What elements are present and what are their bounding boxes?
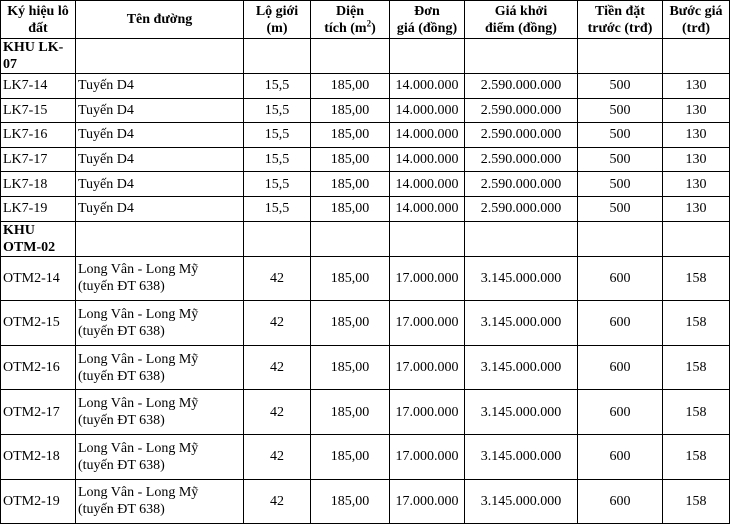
deposit-cell: 600 — [578, 256, 663, 301]
deposit-cell: 500 — [578, 196, 663, 221]
street-line: Tuyến D4 — [78, 176, 134, 192]
lot-code-cell: OTM2-19 — [1, 479, 76, 524]
price-step-cell: 158 — [663, 390, 730, 435]
table-row — [1, 123, 730, 148]
deposit-cell: 500 — [578, 172, 663, 197]
table-row — [1, 345, 730, 390]
empty-cell — [244, 221, 311, 256]
header-area: Diện tích $(m^2)$ — [311, 1, 390, 39]
table-row — [1, 390, 730, 435]
area-cell: 185,00 — [311, 345, 390, 390]
street-line: Long Vân - Long Mỹ — [78, 396, 199, 412]
road-width-cell: 15,5 — [244, 74, 311, 99]
lot-code-cell: LK7-19 — [1, 196, 76, 221]
area-cell: 185,00 — [311, 301, 390, 346]
empty-cell — [663, 221, 730, 256]
table-row — [1, 479, 730, 524]
lot-code-cell: LK7-17 — [1, 147, 76, 172]
empty-cell — [465, 39, 578, 74]
table-row — [1, 172, 730, 197]
price-step-cell: 130 — [663, 74, 730, 99]
unit-price-cell: 14.000.000 — [390, 172, 465, 197]
empty-cell — [465, 221, 578, 256]
street-cell — [76, 147, 244, 172]
start-price-cell: 3.145.000.000 — [465, 301, 578, 346]
section-row — [1, 221, 730, 256]
street-cell — [76, 434, 244, 479]
table-row — [1, 196, 730, 221]
deposit-cell: 500 — [578, 147, 663, 172]
street-line: Tuyến D4 — [78, 102, 134, 118]
road-width-cell: 42 — [244, 434, 311, 479]
area-cell: 185,00 — [311, 196, 390, 221]
street-cell — [76, 479, 244, 524]
lot-code-cell: LK7-18 — [1, 172, 76, 197]
section-title: KHU OTM-02 — [1, 221, 76, 256]
start-price-cell: 3.145.000.000 — [465, 256, 578, 301]
start-price-cell: 2.590.000.000 — [465, 172, 578, 197]
price-step-cell: 158 — [663, 256, 730, 301]
unit-price-cell: 14.000.000 — [390, 147, 465, 172]
area-cell: 185,00 — [311, 74, 390, 99]
street-line: Long Vân - Long Mỹ — [78, 306, 199, 322]
section-row — [1, 39, 730, 74]
price-step-cell: 158 — [663, 434, 730, 479]
start-price-cell: 3.145.000.000 — [465, 390, 578, 435]
street-cell — [76, 98, 244, 123]
header-deposit: Tiền đặt trước (trđ) — [578, 1, 663, 39]
street-cell — [76, 390, 244, 435]
street-line: Long Vân - Long Mỹ — [78, 485, 199, 501]
deposit-cell: 500 — [578, 98, 663, 123]
table-row — [1, 256, 730, 301]
lot-code-cell: OTM2-16 — [1, 345, 76, 390]
table-row — [1, 301, 730, 346]
deposit-cell: 600 — [578, 345, 663, 390]
header-start-price: Giá khởi điểm (đồng) — [465, 1, 578, 39]
start-price-cell: 2.590.000.000 — [465, 74, 578, 99]
street-line: (tuyến ĐT 638) — [78, 279, 165, 295]
street-cell — [76, 123, 244, 148]
street-cell — [76, 74, 244, 99]
price-step-cell: 130 — [663, 123, 730, 148]
deposit-cell: 500 — [578, 74, 663, 99]
street-cell — [76, 256, 244, 301]
lot-code-cell: OTM2-18 — [1, 434, 76, 479]
table-row — [1, 98, 730, 123]
road-width-cell: 15,5 — [244, 98, 311, 123]
unit-price-cell: 17.000.000 — [390, 256, 465, 301]
street-cell — [76, 301, 244, 346]
empty-cell — [390, 221, 465, 256]
unit-price-cell: 17.000.000 — [390, 390, 465, 435]
unit-price-cell: 17.000.000 — [390, 434, 465, 479]
start-price-cell: 3.145.000.000 — [465, 345, 578, 390]
lot-code-cell: OTM2-14 — [1, 256, 76, 301]
table-row — [1, 147, 730, 172]
header-unit-price: Đơn giá (đồng) — [390, 1, 465, 39]
deposit-cell: 600 — [578, 479, 663, 524]
start-price-cell: 2.590.000.000 — [465, 196, 578, 221]
price-step-cell: 130 — [663, 98, 730, 123]
unit-price-cell: 14.000.000 — [390, 196, 465, 221]
table-row — [1, 74, 730, 99]
deposit-cell: 600 — [578, 434, 663, 479]
empty-cell — [76, 221, 244, 256]
start-price-cell: 2.590.000.000 — [465, 98, 578, 123]
unit-price-cell: 17.000.000 — [390, 345, 465, 390]
street-line: Long Vân - Long Mỹ — [78, 351, 199, 367]
street-line: (tuyến ĐT 638) — [78, 502, 165, 518]
road-width-cell: 15,5 — [244, 147, 311, 172]
unit-price-cell: 14.000.000 — [390, 74, 465, 99]
start-price-cell: 2.590.000.000 — [465, 147, 578, 172]
road-width-cell: 42 — [244, 345, 311, 390]
street-cell — [76, 172, 244, 197]
area-cell: 185,00 — [311, 172, 390, 197]
road-width-cell: 42 — [244, 479, 311, 524]
empty-cell — [311, 221, 390, 256]
header-lot-code: Ký hiệu lô đất — [1, 1, 76, 39]
empty-cell — [663, 39, 730, 74]
road-width-cell: 42 — [244, 256, 311, 301]
street-line: (tuyến ĐT 638) — [78, 457, 165, 473]
street-line: Long Vân - Long Mỹ — [78, 262, 199, 278]
header-row — [1, 1, 730, 39]
street-line: (tuyến ĐT 638) — [78, 413, 165, 429]
street-cell — [76, 345, 244, 390]
price-step-cell: 158 — [663, 479, 730, 524]
area-cell: 185,00 — [311, 434, 390, 479]
lot-code-cell: OTM2-17 — [1, 390, 76, 435]
street-line: Tuyến D4 — [78, 152, 134, 168]
start-price-cell: 3.145.000.000 — [465, 479, 578, 524]
unit-price-cell: 14.000.000 — [390, 123, 465, 148]
header-road-width: Lộ giới (m) — [244, 1, 311, 39]
table-row — [1, 434, 730, 479]
price-step-cell: 130 — [663, 147, 730, 172]
empty-cell — [578, 221, 663, 256]
road-width-cell: 42 — [244, 301, 311, 346]
deposit-cell: 500 — [578, 123, 663, 148]
lot-code-cell: LK7-16 — [1, 123, 76, 148]
empty-cell — [311, 39, 390, 74]
lot-code-cell: LK7-15 — [1, 98, 76, 123]
street-line: (tuyến ĐT 638) — [78, 323, 165, 339]
header-price-step: Bước giá (trđ) — [663, 1, 730, 39]
table-body — [1, 39, 730, 524]
area-cell: 185,00 — [311, 479, 390, 524]
road-width-cell: 15,5 — [244, 172, 311, 197]
empty-cell — [578, 39, 663, 74]
unit-price-cell: 14.000.000 — [390, 98, 465, 123]
street-line: Tuyến D4 — [78, 78, 134, 94]
road-width-cell: 42 — [244, 390, 311, 435]
header-street: Tên đường — [76, 1, 244, 39]
street-line: Long Vân - Long Mỹ — [78, 440, 199, 456]
section-title: KHU LK-07 — [1, 39, 76, 74]
price-step-cell: 158 — [663, 301, 730, 346]
street-line: (tuyến ĐT 638) — [78, 368, 165, 384]
price-step-cell: 158 — [663, 345, 730, 390]
price-step-cell: 130 — [663, 196, 730, 221]
unit-price-cell: 17.000.000 — [390, 479, 465, 524]
price-step-cell: 130 — [663, 172, 730, 197]
start-price-cell: 3.145.000.000 — [465, 434, 578, 479]
street-line: Tuyến D4 — [78, 127, 134, 143]
empty-cell — [76, 39, 244, 74]
lot-code-cell: LK7-14 — [1, 74, 76, 99]
deposit-cell: 600 — [578, 390, 663, 435]
empty-cell — [244, 39, 311, 74]
area-cell: 185,00 — [311, 98, 390, 123]
area-cell: 185,00 — [311, 390, 390, 435]
area-cell: 185,00 — [311, 147, 390, 172]
deposit-cell: 600 — [578, 301, 663, 346]
lot-code-cell: OTM2-15 — [1, 301, 76, 346]
street-cell — [76, 196, 244, 221]
road-width-cell: 15,5 — [244, 196, 311, 221]
start-price-cell: 2.590.000.000 — [465, 123, 578, 148]
street-line: Tuyến D4 — [78, 201, 134, 217]
area-cell: 185,00 — [311, 256, 390, 301]
unit-price-cell: 17.000.000 — [390, 301, 465, 346]
area-cell: 185,00 — [311, 123, 390, 148]
road-width-cell: 15,5 — [244, 123, 311, 148]
empty-cell — [390, 39, 465, 74]
